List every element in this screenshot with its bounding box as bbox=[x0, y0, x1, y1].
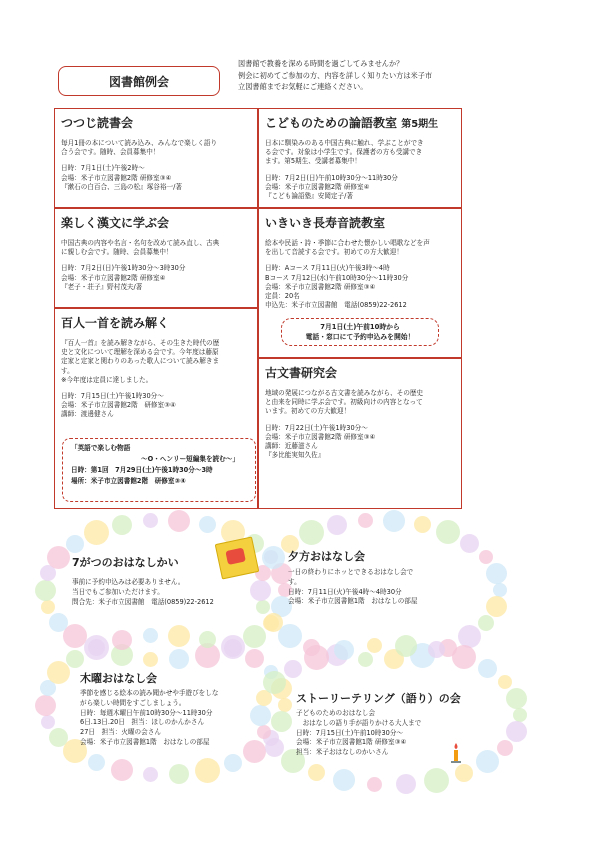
desc-line: を出して音読する会です。初めての方大歓迎！ bbox=[265, 248, 403, 257]
detail-line: 講師：近藤滋さん bbox=[265, 442, 318, 451]
desc-line: 定家と定家と関わりのあった歌人について読み解きま bbox=[61, 357, 220, 366]
bubble-dot bbox=[304, 645, 329, 670]
ohenry-line: ～O・ヘンリー短編集を読む～」 bbox=[141, 455, 239, 463]
detail-line: 『漱石の白百合、三島の松』塚谷裕一/著 bbox=[61, 182, 182, 191]
bubble-dot bbox=[243, 740, 266, 763]
bubble-dot bbox=[84, 520, 109, 545]
bubble-dot bbox=[383, 510, 405, 532]
desc-line: 合う会です。随時、会員募集中！ bbox=[61, 148, 160, 157]
story-mokuyo bbox=[80, 670, 218, 748]
section-title: 古文書研究会 bbox=[265, 366, 338, 380]
bubble-dot bbox=[143, 513, 158, 528]
section-kobunsho bbox=[258, 358, 462, 509]
detail-line: Bコース 7月12日(水)午前10時30分～11時30分 bbox=[265, 273, 409, 282]
desc-line: 絵本や民話・詩・季節に合わせた懐かしい唱歌などを声 bbox=[265, 239, 430, 247]
section-title bbox=[265, 114, 455, 131]
bubble-dot bbox=[308, 764, 325, 781]
bubble-dot bbox=[88, 754, 105, 771]
bubble-dot bbox=[367, 638, 382, 653]
intro-text bbox=[238, 58, 538, 93]
bubble-dot bbox=[334, 640, 354, 660]
bubble-dot bbox=[47, 546, 70, 569]
detail-line: 会場：米子市立図書館2階 研修室④ bbox=[61, 273, 166, 282]
bubble-dot bbox=[224, 754, 242, 772]
bubble-dot bbox=[143, 767, 158, 782]
bubble-dot bbox=[299, 520, 324, 545]
section-title: つつじ読書会 bbox=[61, 116, 134, 130]
section-title: いきいき長寿音読教室 bbox=[265, 216, 386, 230]
bubble-dot bbox=[460, 534, 479, 553]
section-title: 百人一首を読み解く bbox=[61, 316, 170, 330]
bubble-dot bbox=[396, 774, 416, 794]
story-line: 日時：毎週木曜日午前10時30分～11時30分 bbox=[80, 708, 213, 717]
detail-line: 日時：7月15日(土)午後1時30分～ bbox=[61, 392, 164, 401]
bubble-dot bbox=[112, 630, 132, 650]
detail-line: 日時：7月2日(日)午後1時30分～3時30分 bbox=[61, 264, 186, 273]
bubble-dot bbox=[169, 764, 189, 784]
bubble-dot bbox=[358, 652, 373, 667]
bubble-dot bbox=[486, 563, 507, 584]
bubble-dot bbox=[143, 652, 158, 667]
story-storytelling bbox=[296, 690, 461, 758]
notice-line: 電話・窓口にて予約申込みを開始！ bbox=[305, 333, 415, 342]
desc-line: ます。第5期生、受講者募集中！ bbox=[265, 157, 361, 166]
detail-line: 講師：渡邊健さん bbox=[61, 410, 114, 419]
bubble-dot bbox=[84, 635, 109, 660]
bubble-dot bbox=[112, 515, 132, 535]
story-line: 会場：米子市立図書館1階 研修室③④ bbox=[296, 738, 407, 747]
bubble-dot bbox=[35, 580, 56, 601]
detail-line: 日時：Aコース 7月11日(火)午後3時～4時 bbox=[265, 264, 390, 273]
notice-line: 7月1日(土)午前10時から bbox=[320, 323, 400, 332]
story-line: 担当：米子おはなしのかいさん bbox=[296, 748, 389, 757]
bubble-dot bbox=[257, 725, 271, 739]
section-kanbun bbox=[54, 208, 258, 308]
detail-line: 『老子・荘子』野村茂夫/著 bbox=[61, 282, 143, 291]
bubble-dot bbox=[506, 721, 527, 742]
story-line: 会場：米子市立図書館1階 おはなしの部屋 bbox=[80, 737, 210, 746]
desc-line: 日本に馴染みのある中国古典に触れ、学ぶことができ bbox=[265, 139, 424, 147]
bubble-dot bbox=[513, 708, 527, 722]
bubble-dot bbox=[452, 645, 476, 669]
detail-line: 会場：米子市立図書館2階 研修室③④ bbox=[61, 401, 176, 410]
story-line: 問合先：米子市立図書館 電話(0859)22-2612 bbox=[72, 597, 214, 606]
bubble-dot bbox=[168, 625, 190, 647]
section-ikiiki bbox=[258, 208, 462, 358]
bubble-dot bbox=[428, 641, 445, 658]
bubble-dot bbox=[245, 649, 264, 668]
story-title: ストーリーテリング（語り）の会 bbox=[296, 692, 461, 705]
story-line: 27日 担当：火曜の会さん bbox=[80, 728, 161, 737]
intro-line: 例会に初めてご参加の方、内容を詳しく知りたい方は米子市 bbox=[238, 70, 433, 80]
detail-line: 申込先：米子市立図書館 電話(0859)22-2612 bbox=[265, 301, 407, 310]
bubble-dot bbox=[436, 520, 460, 544]
bubble-dot bbox=[278, 698, 292, 712]
story-yugata bbox=[288, 548, 417, 607]
story-title: 木曜おはなし会 bbox=[80, 672, 157, 685]
intro-line: 図書館で教養を深める時間を過ごしてみませんか？ bbox=[238, 59, 404, 68]
detail-line: 会場：米子市立図書館2階 研修室④ bbox=[265, 182, 370, 191]
candle-icon bbox=[450, 742, 462, 764]
desc-line: ※今年度は定員に達しました。 bbox=[61, 375, 153, 384]
bubble-dot bbox=[278, 624, 302, 648]
bubble-dot bbox=[250, 705, 271, 726]
bubble-dot bbox=[111, 759, 133, 781]
detail-line: 会場：米子市立図書館2階 研修室③④ bbox=[61, 173, 172, 182]
story-july bbox=[72, 554, 214, 607]
detail-line: 定員：20名 bbox=[265, 292, 300, 301]
bubble-dot bbox=[493, 583, 507, 597]
bubble-dot bbox=[367, 777, 382, 792]
bubble-dot bbox=[271, 711, 292, 732]
detail-line: 日時：7月22日(土)午後1時30分～ bbox=[265, 423, 368, 432]
section-title-main: こどものための論語教室 bbox=[265, 116, 398, 130]
reservation-notice bbox=[281, 318, 439, 346]
ohenry-line: 場所：米子市立図書館2階 研修室③④ bbox=[71, 477, 186, 485]
bubble-dot bbox=[256, 600, 270, 614]
desc-line: 史と文化について理解を深める会です。今年度は藤原 bbox=[61, 348, 219, 357]
bubble-dot bbox=[169, 649, 189, 669]
bubble-dot bbox=[168, 510, 190, 532]
detail-line: 『多比能実知久佐』 bbox=[265, 451, 325, 460]
page-title: 図書館例会 bbox=[58, 66, 220, 96]
bubble-dot bbox=[41, 715, 55, 729]
story-line: 当日でもご参加いただけます。 bbox=[72, 587, 164, 596]
desc-line: す。 bbox=[61, 366, 74, 375]
detail-line: 日時：7月2日(日)午前10時30分～11時30分 bbox=[265, 173, 398, 182]
story-line: 日時：7月15日(土)午前10時30分～ bbox=[296, 728, 404, 737]
bubble-dot bbox=[66, 535, 84, 553]
bubble-dot bbox=[476, 750, 499, 773]
section-title: 楽しく漢文に学ぶ会 bbox=[61, 216, 170, 230]
story-line: す。 bbox=[288, 577, 301, 586]
detail-line: 会場：米子市立図書館2階 研修室③④ bbox=[265, 432, 376, 441]
story-line: 会場：米子市立図書館1階 おはなしの部屋 bbox=[288, 597, 418, 606]
ohenry-line: 日時：第1回 7月29日(土)午後1時30分～3時 bbox=[71, 466, 213, 474]
bubble-dot bbox=[498, 675, 512, 689]
section-tsutsuji bbox=[54, 108, 258, 208]
section-kodomo-rongo bbox=[258, 108, 462, 208]
bubble-dot bbox=[479, 550, 493, 564]
bubble-dot bbox=[478, 615, 494, 631]
bubble-dot bbox=[486, 596, 507, 617]
bubble-dot bbox=[41, 600, 55, 614]
desc-line: います。初めての方大歓迎！ bbox=[265, 407, 351, 416]
bubble-dot bbox=[199, 631, 216, 648]
bubble-dot bbox=[250, 580, 271, 601]
desc-line: 『百人一首』を読み解きながら、その生きた時代の歴 bbox=[61, 339, 220, 347]
story-line: 季節を感じる絵本の読み聞かせや手遊びをしな bbox=[80, 689, 219, 697]
bubble-dot bbox=[506, 688, 527, 709]
desc-line: 毎月1冊の本について読み込み、みんなで楽しく語り bbox=[61, 139, 218, 147]
bubble-dot bbox=[47, 661, 70, 684]
bubble-dot bbox=[478, 659, 497, 678]
bubble-dot bbox=[455, 764, 473, 782]
story-title: 7がつのおはなしかい bbox=[72, 556, 179, 569]
bubble-dot bbox=[358, 513, 373, 528]
bubble-dot bbox=[35, 695, 56, 716]
bubble-dot bbox=[414, 516, 431, 533]
ohenry-box bbox=[62, 438, 256, 502]
bubble-dot bbox=[243, 625, 266, 648]
intro-line: 立図書館までお気軽にご連絡ください。 bbox=[238, 82, 368, 91]
bubble-dot bbox=[395, 635, 417, 657]
desc-line: に親しむ会です。随時、会員募集中！ bbox=[61, 248, 173, 257]
desc-line: と由来を同時に学ぶ会です。初級向けの内容となって bbox=[265, 398, 423, 407]
desc-line: 地域の発展につながる古文書を読みながら、その歴史 bbox=[265, 389, 424, 397]
bubble-dot bbox=[221, 635, 245, 659]
story-line: 子どものためのおはなし会 bbox=[296, 709, 376, 717]
story-line: 日時：7月11日(火)午後4時～4時30分 bbox=[288, 587, 402, 596]
picture-book-icon bbox=[215, 536, 260, 579]
story-line: 事前に予約申込みは必要ありません。 bbox=[72, 578, 185, 586]
ohenry-line: 「英語で楽しむ物語 bbox=[71, 444, 131, 452]
bubble-dot bbox=[199, 516, 216, 533]
bubble-dot bbox=[143, 628, 158, 643]
section-title-suffix: 第5期生 bbox=[401, 119, 439, 130]
story-line: がら楽しい時間をすごしましょう。 bbox=[80, 698, 186, 707]
story-line: 6日.13日.20日 担当：ほしのかんかさん bbox=[80, 718, 205, 727]
story-line: 一日の終わりにホッとできるおはなし会で bbox=[288, 568, 414, 576]
story-title: 夕方おはなし会 bbox=[288, 550, 365, 563]
story-line: おはなしの語り手が語りかける大人まで bbox=[296, 718, 422, 727]
bubble-dot bbox=[66, 650, 84, 668]
bubble-dot bbox=[497, 740, 513, 756]
desc-line: る会です。対象は小学生です。保護者の方も受講でき bbox=[265, 148, 423, 157]
bubble-dot bbox=[424, 768, 449, 793]
bubble-dot bbox=[327, 515, 347, 535]
bubble-dot bbox=[284, 660, 302, 678]
desc-line: 中国古典の内容や名言・名句を改めて読み直し、古典 bbox=[61, 239, 220, 247]
bubble-dot bbox=[195, 758, 220, 783]
detail-line: 会場：米子市立図書館2階 研修室③④ bbox=[265, 282, 376, 291]
detail-line: 日時：7月1日(土)午後2時～ bbox=[61, 164, 145, 173]
detail-line: 『こども論語塾』安岡定子/著 bbox=[265, 192, 353, 201]
bubble-dot bbox=[333, 769, 355, 791]
